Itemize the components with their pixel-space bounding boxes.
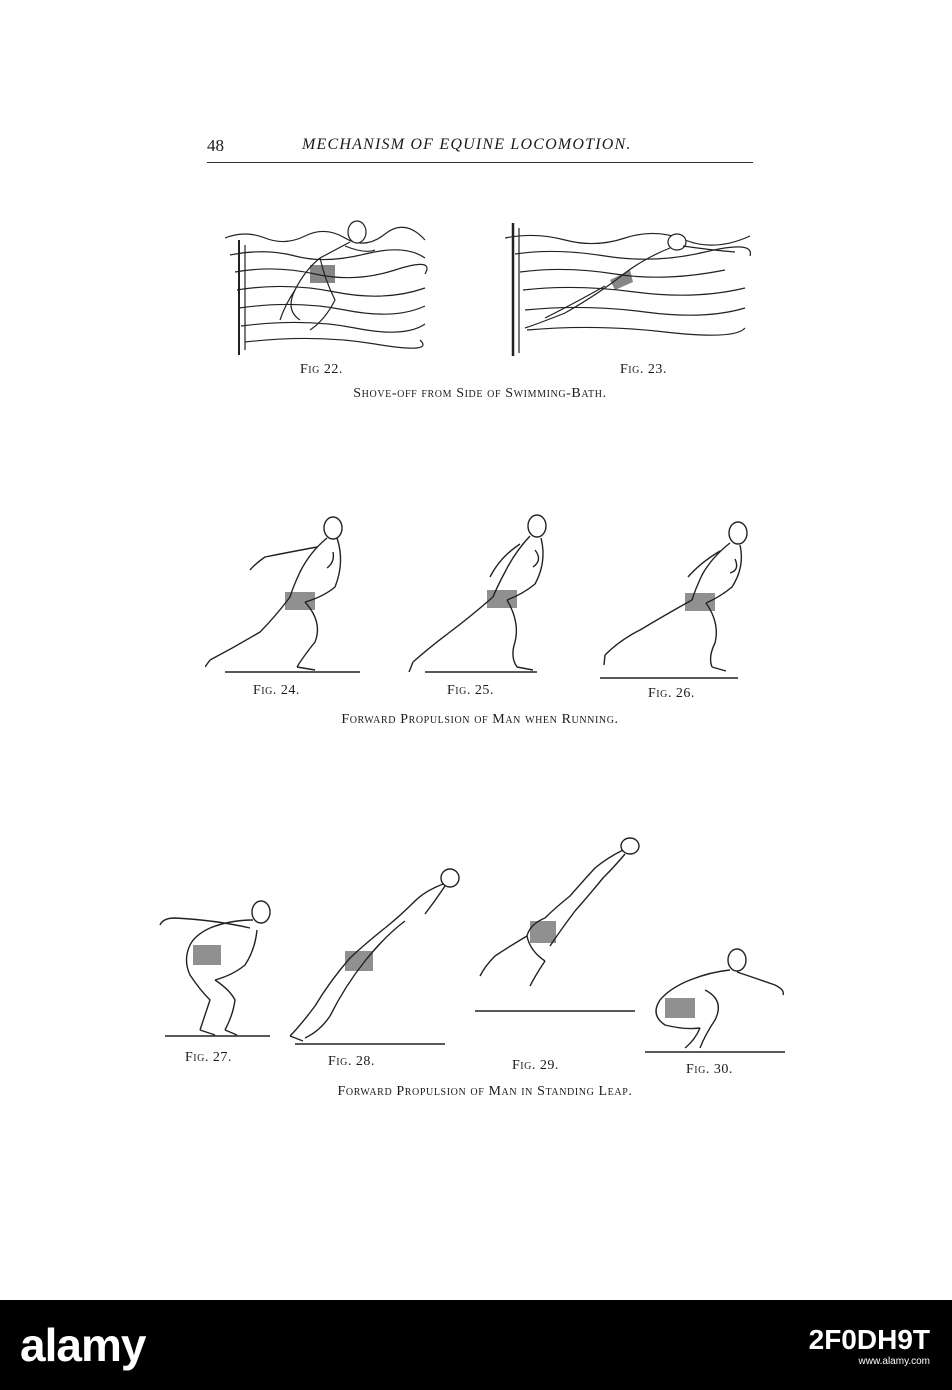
fig-29-illustration — [475, 836, 645, 1016]
fig-26-ground-line — [600, 677, 740, 681]
fig-30-illustration — [645, 940, 785, 1055]
fig-28-illustration — [285, 866, 465, 1046]
fig-30-label: Fig. 30. — [686, 1062, 733, 1077]
fig-27-illustration — [155, 890, 275, 1040]
banner-url: www.alamy.com — [858, 1356, 930, 1367]
page-header — [207, 132, 753, 160]
image-id: 2F0DH9T — [808, 1324, 930, 1355]
alamy-logo: alamy — [20, 1319, 146, 1371]
fig-25-illustration — [405, 512, 555, 677]
stock-banner — [0, 1300, 952, 1390]
fig-27-label: Fig. 27. — [185, 1050, 232, 1065]
fig-22-illustration — [225, 210, 430, 360]
running-caption: Forward Propulsion of Man when Running. — [341, 712, 619, 727]
header-rule — [207, 162, 753, 163]
fig-25-label: Fig. 25. — [447, 683, 494, 698]
fig-22-label: Fig 22. — [300, 362, 343, 377]
fig-28-label: Fig. 28. — [328, 1054, 375, 1069]
fig-26-illustration — [600, 515, 750, 680]
fig-29-label: Fig. 29. — [512, 1058, 559, 1073]
fig-23-illustration — [505, 218, 755, 358]
running-head: MECHANISM OF EQUINE LOCOMOTION. — [302, 136, 632, 153]
fig-26-label: Fig. 26. — [648, 686, 695, 701]
fig-24-label: Fig. 24. — [253, 683, 300, 698]
page-number: 48 — [207, 136, 224, 155]
fig-23-label: Fig. 23. — [620, 362, 667, 377]
swimming-caption: Shove-off from Side of Swimming-Bath. — [353, 386, 607, 401]
leap-caption: Forward Propulsion of Man in Standing Leap. — [337, 1084, 633, 1099]
fig-24-illustration — [205, 512, 365, 677]
